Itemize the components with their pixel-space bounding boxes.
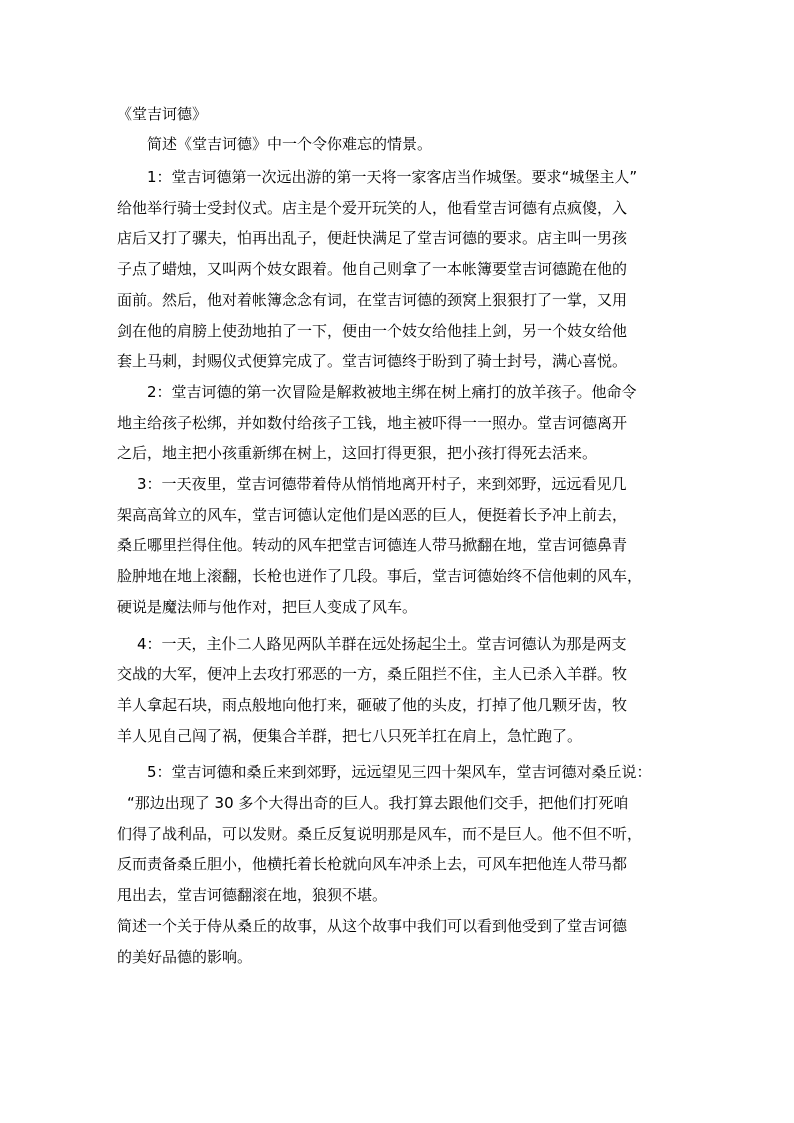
- paragraph-line: 甩出去，堂吉诃德翻滚在地，狼狈不堪。: [117, 886, 388, 905]
- document-title: 《堂吉诃德》: [117, 105, 208, 123]
- paragraph-line: 硬说是魔法师与他作对，把巨人变成了风车。: [117, 597, 418, 616]
- paragraph-line: 3：一天夜里，堂吉诃德带着侍从悄悄地离开村子，来到郊野，远远看见几: [137, 475, 627, 494]
- paragraph-line: 桑丘哪里拦得住他。转动的风车把堂吉诃德连人带马掀翻在地，堂吉诃德鼻青: [117, 536, 628, 555]
- story-paragraph-1: [117, 162, 677, 377]
- paragraph-line: 1：堂吉诃德第一次远出游的第一天将一家客店当作城堡。要求“城堡主人”: [147, 168, 638, 186]
- paragraph-line: 套上马刺，封赐仪式便算完成了。堂吉诃德终于盼到了骑士封号，满心喜悦。: [117, 352, 628, 371]
- paragraph-line: 剑在他的肩膀上使劲地拍了一下，便由一个妓女给他挂上剑，另一个妓女给他: [117, 321, 628, 340]
- paragraph-line: 架高高耸立的风车，堂吉诃德认定他们是凶恶的巨人，便挺着长予冲上前去，: [117, 505, 628, 524]
- paragraph-line: 2：堂吉诃德的第一次冒险是解救被地主绑在树上痛打的放羊孩子。他命令: [147, 382, 637, 401]
- paragraph-line: 反而责备桑丘胆小，他横托着长枪就向风车冲杀上去，可风车把他连人带马都: [117, 855, 628, 874]
- paragraph-line: 交战的大军，便冲上去攻打邪恶的一方，桑丘阻拦不住，主人已杀入羊群。牧: [117, 665, 628, 684]
- paragraph-line: 子点了蜡烛，又叫两个妓女跟着。他自己则拿了一本帐簿要堂吉诃德跪在他的: [117, 260, 628, 279]
- paragraph-line: 给他举行骑士受封仪式。店主是个爱开玩笑的人，他看堂吉诃德有点疯傻，入: [117, 198, 628, 217]
- paragraph-line: “那边出现了 30 多个大得出奇的巨人。我打算去跟他们交手，把他们打死咱: [127, 794, 629, 813]
- paragraph-line: 5：堂吉诃德和桑丘来到郊野，远远望见三四十架风车，堂吉诃德对桑丘说：: [147, 763, 652, 782]
- paragraph-line: 的美好品德的影响。: [117, 947, 253, 966]
- document-page: [117, 100, 677, 972]
- story-paragraph-5: [117, 757, 677, 911]
- story-paragraph-2: [117, 377, 677, 469]
- question-prompt: 简述《堂吉诃德》中一个令你难忘的情景。: [147, 135, 433, 153]
- story-paragraph-4: [117, 629, 677, 752]
- paragraph-line: 羊人见自己闯了祸，便集合羊群，把七八只死羊扛在肩上，急忙跑了。: [117, 726, 583, 745]
- paragraph-line: 店后又打了骡夫，怕再出乱子，便赶快满足了堂吉诃德的要求。店主叫一男孩: [117, 229, 628, 248]
- closing-question: [117, 911, 677, 972]
- paragraph-line: 简述一个关于侍从桑丘的故事，从这个故事中我们可以看到他受到了堂吉诃德: [117, 916, 628, 935]
- paragraph-line: 面前。然后，他对着帐簿念念有词，在堂吉诃德的颈窝上狠狠打了一掌，又用: [117, 290, 628, 309]
- paragraph-line: 4：一天，主仆二人路见两队羊群在远处扬起尘土。堂吉诃德认为那是两支: [137, 634, 627, 653]
- paragraph-line: 们得了战利品，可以发财。桑丘反复说明那是风车，而不是巨人。他不但不听，: [117, 824, 643, 843]
- paragraph-line: 之后，地主把小孩重新绑在树上，这回打得更狠，把小孩打得死去活来。: [117, 444, 598, 463]
- story-paragraph-3: [117, 469, 677, 623]
- paragraph-line: 羊人拿起石块，雨点般地向他打来，砸破了他的头皮，打掉了他几颗牙齿，牧: [117, 695, 628, 714]
- paragraph-line: 地主给孩子松绑，并如数付给孩子工钱，地主被吓得一一照办。堂吉诃德离开: [117, 413, 628, 432]
- paragraph-line: 脸肿地在地上滚翻，长枪也迸作了几段。事后，堂吉诃德始终不信他刺的风车，: [117, 567, 643, 586]
